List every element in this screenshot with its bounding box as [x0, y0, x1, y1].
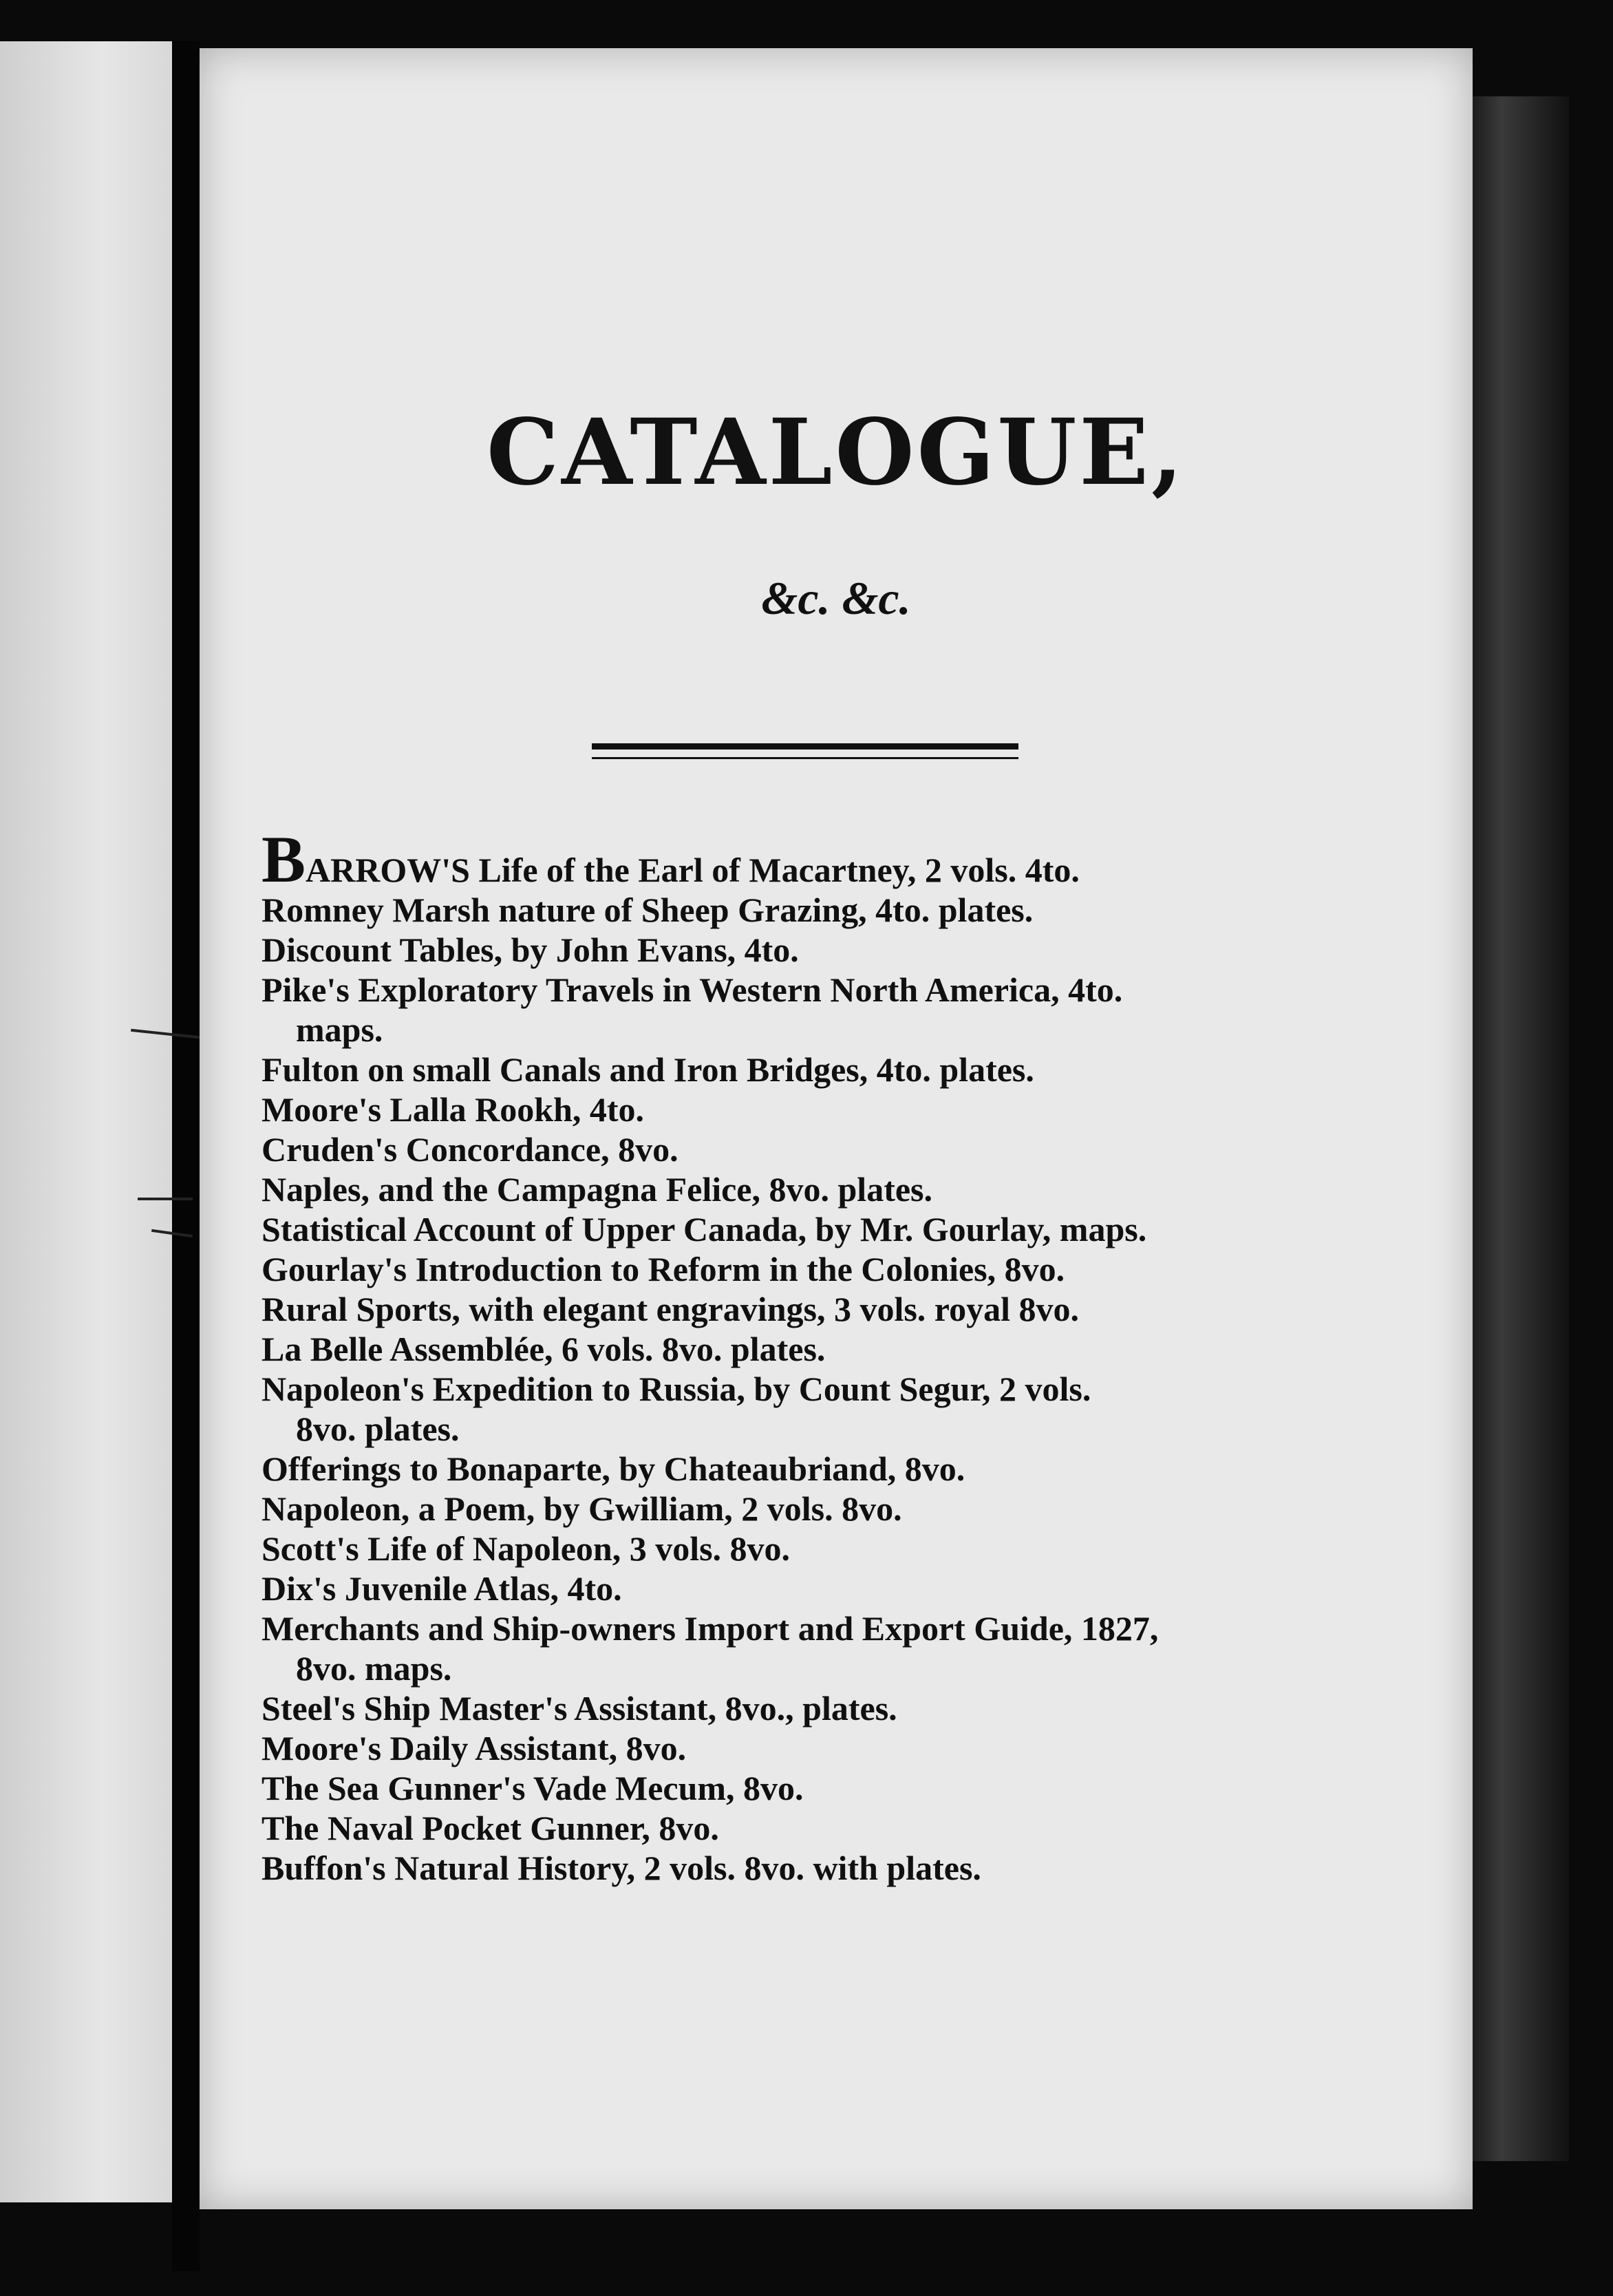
entry-text: La Belle Assemblée, 6 vols. 8vo. plates.: [261, 1330, 826, 1368]
catalogue-entry: [261, 1529, 1445, 1569]
catalogue-entry: [261, 1289, 1445, 1329]
catalogue-entry: [261, 930, 1445, 970]
catalogue-entry: [261, 1449, 1445, 1489]
entry-text: Fulton on small Canals and Iron Bridges, 4to. plates.: [261, 1050, 1034, 1089]
catalogue-entry: [261, 1209, 1445, 1249]
catalogue-list: [261, 822, 1445, 1888]
entry-text: Romney Marsh nature of Sheep Grazing, 4to. plates.: [261, 891, 1034, 929]
catalogue-entry: [261, 1489, 1445, 1529]
catalogue-entry: [261, 1728, 1445, 1768]
entry-text: Gourlay's Introduction to Reform in the Colonies, 8vo.: [261, 1250, 1065, 1288]
catalogue-entry: [261, 890, 1445, 930]
catalogue-entry: [261, 1688, 1445, 1728]
catalogue-entry: [261, 1768, 1445, 1808]
entry-text: Rural Sports, with elegant engravings, 3 vols. royal 8vo.: [261, 1290, 1079, 1328]
catalogue-entry: [261, 970, 1445, 1050]
entry-text: Moore's Lalla Rookh, 4to.: [261, 1090, 645, 1129]
catalogue-entry: [261, 1249, 1445, 1289]
entry-text: ARROW'S Life of the Earl of Macartney, 2 vols. 4to.: [306, 851, 1080, 889]
entry-continuation: maps.: [296, 1010, 383, 1049]
catalogue-entry: [261, 1569, 1445, 1608]
catalogue-entry: [261, 1169, 1445, 1209]
drop-cap: B: [261, 822, 306, 896]
catalogue-page: [200, 48, 1473, 2209]
entry-text: Merchants and Ship-owners Import and Export Guide, 1827,: [261, 1609, 1159, 1648]
catalogue-entry: [261, 1129, 1445, 1169]
page-edge-shadow: [1473, 96, 1569, 2161]
entry-text: The Naval Pocket Gunner, 8vo.: [261, 1809, 719, 1847]
catalogue-entry: [261, 1848, 1445, 1888]
entry-text: Napoleon, a Poem, by Gwilliam, 2 vols. 8vo.: [261, 1489, 902, 1528]
margin-pen-mark: [138, 1198, 193, 1200]
title-rule-thin: [592, 757, 1018, 759]
left-facing-page: [0, 41, 172, 2202]
entry-text: Discount Tables, by John Evans, 4to.: [261, 931, 799, 969]
catalogue-entry: [261, 1050, 1445, 1089]
book-gutter: [172, 41, 200, 2271]
entry-text: Statistical Account of Upper Canada, by Mr. Gourlay, maps.: [261, 1210, 1147, 1248]
entry-continuation: 8vo. maps.: [296, 1649, 452, 1688]
entry-text: Moore's Daily Assistant, 8vo.: [261, 1729, 687, 1767]
entry-text: Naples, and the Campagna Felice, 8vo. plates.: [261, 1170, 932, 1209]
title-rule-thick: [592, 743, 1018, 750]
entry-text: Pike's Exploratory Travels in Western North America, 4to.: [261, 970, 1123, 1009]
entry-continuation: 8vo. plates.: [296, 1410, 460, 1448]
catalogue-entry: [261, 1089, 1445, 1129]
entry-text: Buffon's Natural History, 2 vols. 8vo. with plates.: [261, 1849, 981, 1887]
entry-text: Offerings to Bonaparte, by Chateaubriand, 8vo.: [261, 1449, 965, 1488]
catalogue-entry: [261, 1369, 1445, 1449]
entry-text: Dix's Juvenile Atlas, 4to.: [261, 1569, 622, 1608]
entry-text: Napoleon's Expedition to Russia, by Count Segur, 2 vols.: [261, 1370, 1091, 1408]
page-subtitle: &c. &c.: [761, 572, 911, 624]
entry-text: Scott's Life of Napoleon, 3 vols. 8vo.: [261, 1529, 791, 1568]
entry-text: Cruden's Concordance, 8vo.: [261, 1130, 679, 1169]
catalogue-entry: [261, 822, 1445, 896]
catalogue-entry: [261, 1808, 1445, 1848]
page-title: CATALOGUE,: [487, 399, 1186, 506]
entry-text: The Sea Gunner's Vade Mecum, 8vo.: [261, 1769, 804, 1807]
entry-text: Steel's Ship Master's Assistant, 8vo., plates.: [261, 1689, 897, 1728]
catalogue-entry: [261, 1329, 1445, 1369]
catalogue-entry: [261, 1608, 1445, 1688]
